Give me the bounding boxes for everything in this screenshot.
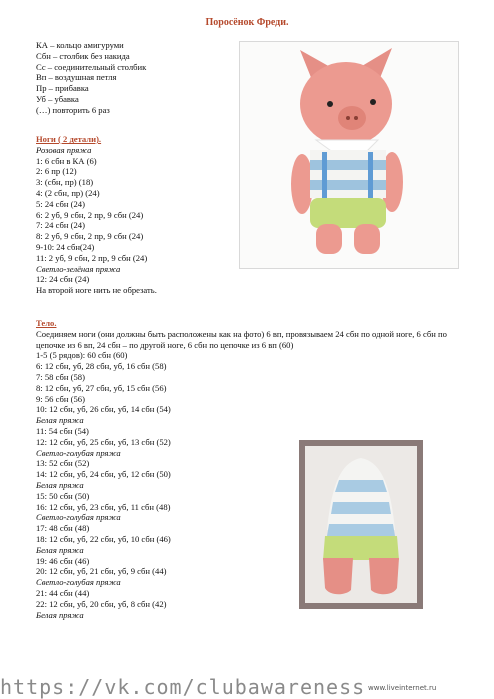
legend-item: КА – кольцо амигуруми (36, 40, 124, 50)
pig-toy-illustration (240, 42, 458, 268)
round-line: 20: 12 сбн, уб, 21 сбн, уб, 9 сбн (44) (36, 566, 167, 577)
round-line: 12: 12 сбн, уб, 25 сбн, уб, 13 сбн (52) (36, 436, 171, 447)
page-title: Поросёнок Фреди. (205, 17, 289, 28)
yarn-color-note: Белая пряжа (36, 415, 84, 426)
round-line: 9-10: 24 сбн(24) (36, 241, 95, 252)
round-line: 11: 54 сбн (54) (36, 425, 89, 436)
legend-item: Сс – соединительный столбик (36, 61, 147, 72)
yarn-color-note: Розовая пряжа (36, 144, 92, 155)
round-line: 6: 12 сбн, уб, 28 сбн, уб, 16 сбн (58) (36, 361, 167, 372)
watermark: www.liveinternet.ru (368, 684, 437, 692)
round-line: 1-5 (5 рядов): 60 сбн (60) (36, 350, 128, 361)
yarn-color-note: Светло-зелёная пряжа (36, 263, 121, 274)
round-line: 12: 24 сбн (24) (36, 274, 90, 285)
round-line: 19: 46 сбн (46) (36, 555, 90, 566)
round-line: 5: 24 сбн (24) (36, 198, 85, 209)
round-line: 8: 2 уб, 9 сбн, 2 пр, 9 сбн (24) (36, 231, 144, 242)
footer-url[interactable]: https://vk.com/clubawareness (0, 676, 366, 699)
round-line: 10: 12 сбн, уб, 26 сбн, уб, 14 сбн (54) (36, 404, 171, 415)
body-progress-illustration (299, 440, 423, 609)
round-line: 7: 24 сбн (24) (36, 220, 85, 231)
round-line: 4: (2 сбн, пр) (24) (36, 187, 100, 198)
yarn-color-note: Светло-голубая пряжа (36, 447, 121, 458)
round-line: 6: 2 уб, 9 сбн, 2 пр, 9 сбн (24) (36, 209, 144, 220)
round-line: 8: 12 сбн, уб, 27 сбн, уб, 15 сбн (56) (36, 382, 167, 393)
yarn-color-note: Светло-голубая пряжа (36, 577, 121, 588)
round-line: 15: 50 сбн (50) (36, 490, 90, 501)
legs-section (36, 134, 157, 296)
yarn-color-note: Светло-голубая пряжа (36, 512, 121, 523)
abbreviation-legend (36, 40, 146, 116)
round-line: 18: 12 сбн, уб, 22 сбн, уб, 10 сбн (46) (36, 533, 171, 544)
round-line: 21: 44 сбн (44) (36, 587, 90, 598)
round-line: 1: 6 сбн в КА (6) (36, 155, 97, 166)
body-intro: Соединяем ноги (они должны быть расположены как на фото) 6 вп, провязываем 24 сбн по одной ноге, 6 сбн по цепочке из 6 вп, 24 сбн – по другой ноге, 6 сбн по цепочке из 6 вп (60) (36, 328, 447, 350)
round-line: 16: 12 сбн, уб, 23 сбн, уб, 11 сбн (48) (36, 501, 171, 512)
legend-item: (…) повторить 6 раз (36, 104, 110, 115)
round-line: 7: 58 сбн (58) (36, 371, 85, 382)
legend-item: Уб – убавка (36, 93, 79, 104)
body-progress-photo (299, 440, 423, 609)
round-line: 3: (сбн, пр) (18) (36, 177, 94, 188)
yarn-color-note: Белая пряжа (36, 479, 84, 490)
pig-toy-photo (239, 41, 459, 269)
round-line: 9: 56 сбн (56) (36, 393, 85, 404)
yarn-color-note: Белая пряжа (36, 609, 84, 620)
body-heading: Тело. (36, 318, 57, 328)
round-line: 11: 2 уб, 9 сбн, 2 пр, 9 сбн (24) (36, 252, 148, 263)
round-line: 2: 6 пр (12) (36, 166, 77, 177)
instruction-note: На второй ноге нить не обрезать. (36, 285, 157, 296)
round-line: 17: 48 сбн (48) (36, 523, 90, 534)
legend-item: Сбн – столбик без накида (36, 50, 130, 61)
round-line: 14: 12 сбн, уб, 24 сбн, уб, 12 сбн (50) (36, 469, 171, 480)
round-line: 22: 12 сбн, уб, 20 сбн, уб, 8 сбн (42) (36, 598, 167, 609)
legend-item: Вп – воздушная петля (36, 72, 117, 83)
legend-item: Пр – прибавка (36, 83, 89, 94)
round-line: 13: 52 сбн (52) (36, 458, 90, 469)
yarn-color-note: Белая пряжа (36, 544, 84, 555)
legs-heading: Ноги ( 2 детали). (36, 134, 102, 144)
